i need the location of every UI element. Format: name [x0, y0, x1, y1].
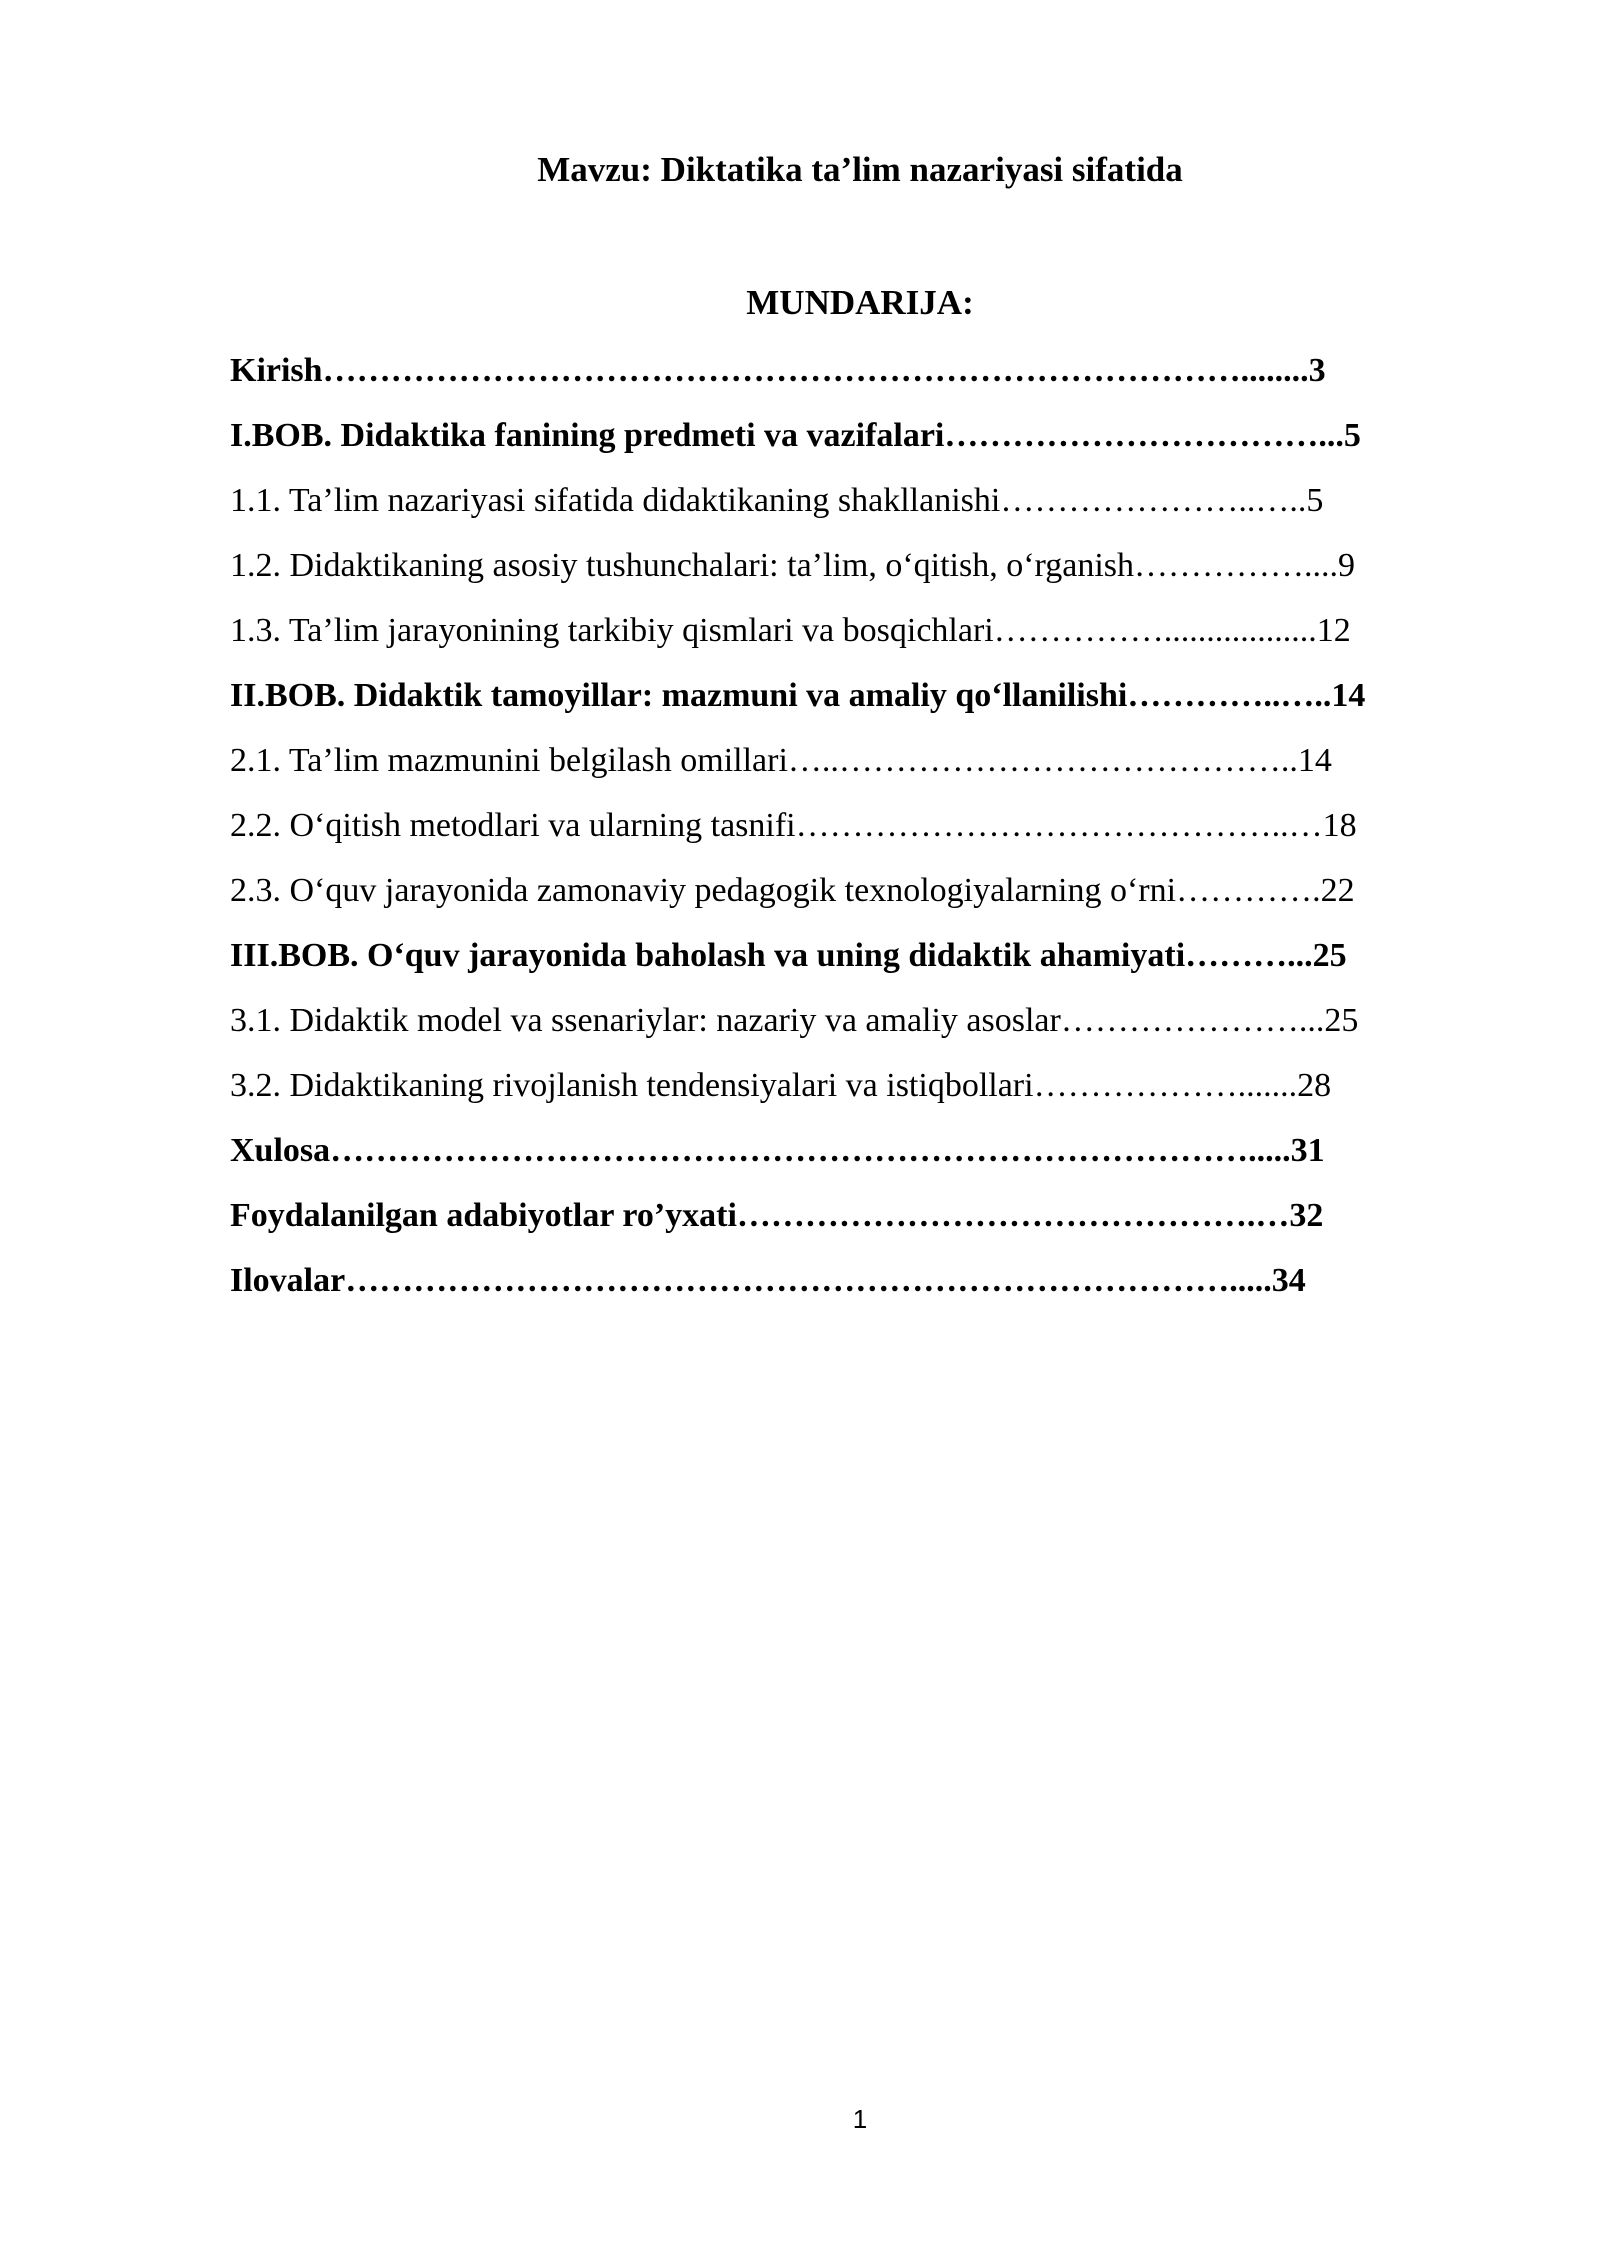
toc-entry-3-2: 3.2. Didaktikaning rivojlanish tendensiyalari va istiqbollari……………….......28 [230, 1067, 1332, 1104]
toc-entry-adabiyotlar: Foydalanilgan adabiyotlar ro’yxati……………………………………….…32 [230, 1197, 1324, 1234]
toc-heading: MUNDARIJA: [746, 283, 974, 322]
toc-entry-2-3: 2.3. O‘quv jarayonida zamonaviy pedagogik texnologiyalarning o‘rni………….22 [230, 872, 1355, 909]
table-of-contents [230, 348, 1500, 1323]
toc-entry-chapter-2: II.BOB. Didaktik tamoyillar: mazmuni va amaliy qo‘llanilishi…………..…..14 [230, 677, 1366, 714]
toc-entry-chapter-3: III.BOB. O‘quv jarayonida baholash va uning didaktik ahamiyati………...25 [230, 937, 1347, 974]
page-number: 1 [852, 2104, 868, 2134]
toc-entry-ilovalar: Ilovalar…………………………………………………………………….....34 [230, 1262, 1306, 1299]
toc-entry-kirish: Kirish………………………………………………………………………........3 [230, 352, 1326, 389]
toc-entry-xulosa: Xulosa……………………………………………………………………….....31 [230, 1132, 1325, 1169]
toc-entry-1-3: 1.3. Ta’lim jarayonining tarkibiy qismlari va bosqichlari……………..................12 [230, 612, 1351, 649]
toc-entry-1-2: 1.2. Didaktikaning asosiy tushunchalari: ta’lim, o‘qitish, o‘rganish……………....9 [230, 547, 1356, 584]
toc-entry-2-2: 2.2. O‘qitish metodlari va ularning tasnifi……………………………………..…18 [230, 807, 1357, 844]
toc-entry-chapter-1: I.BOB. Didaktika fanining predmeti va vazifalari……………………………...5 [230, 417, 1361, 454]
document-title: Mavzu: Diktatika ta’lim nazariyasi sifatida [537, 150, 1183, 189]
toc-entry-3-1: 3.1. Didaktik model va ssenariylar: nazariy va amaliy asoslar…………………...25 [230, 1002, 1359, 1039]
toc-entry-1-1: 1.1. Ta’lim nazariyasi sifatida didaktikaning shakllanishi…………………..…..5 [230, 482, 1324, 519]
toc-entry-2-1: 2.1. Ta’lim mazmunini belgilash omillari…..…………………………………..14 [230, 742, 1332, 779]
